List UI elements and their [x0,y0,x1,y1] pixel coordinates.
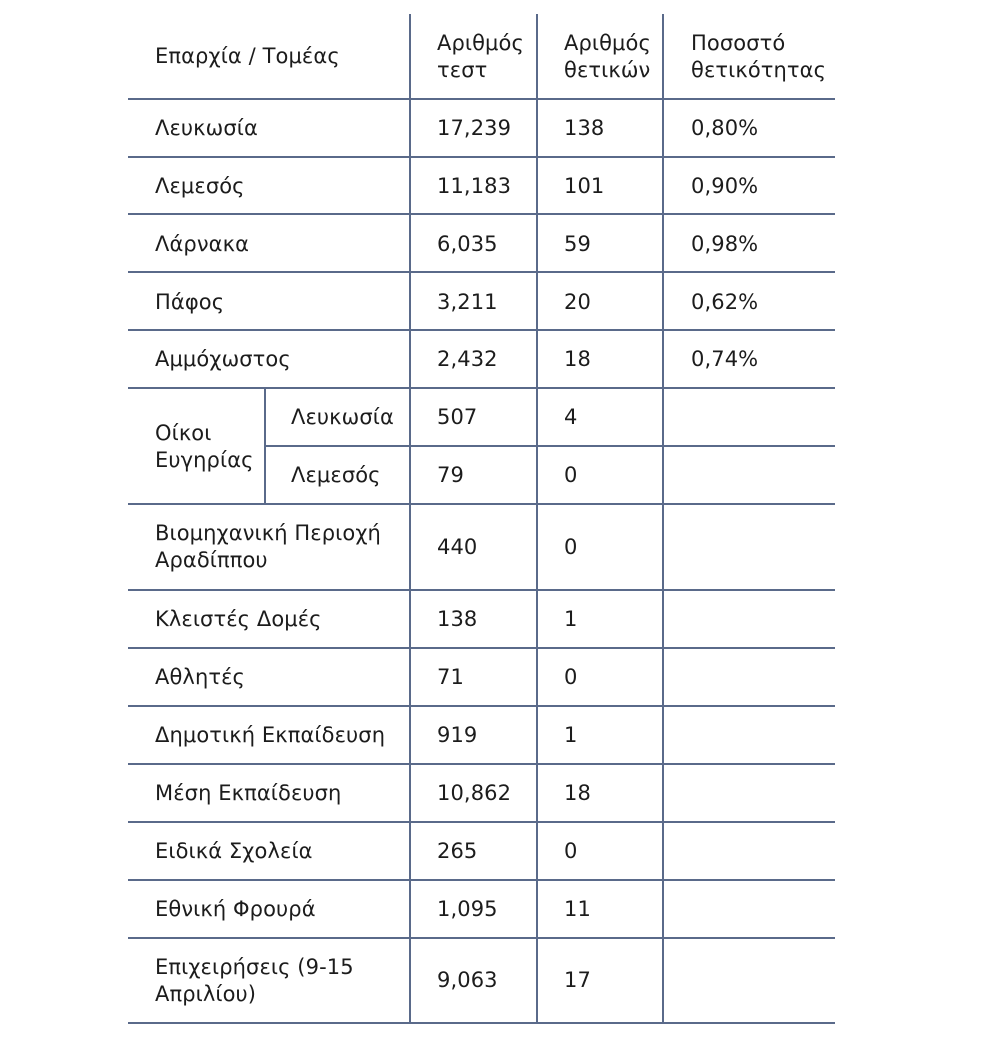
row-name: Αμμόχωστος [155,347,291,371]
care-row-name: Λευκωσία [291,405,394,429]
row-tests: 17,239 [437,116,512,140]
header-tests-line1: Αριθμός [437,31,524,55]
header-region: Επαρχία / Τομέας [155,44,340,68]
sector-tests: 10,862 [437,781,512,805]
rule-bottom [128,1022,835,1024]
care-row-positives: 4 [564,405,578,429]
industrial-name-line1: Βιομηχανική Περιοχή [155,521,381,545]
sector-tests: 138 [437,607,478,631]
row-tests: 2,432 [437,347,498,371]
header-rate-line1: Ποσοστό [691,31,786,55]
industrial-tests: 440 [437,535,478,559]
rule [128,763,835,765]
sector-positives: 18 [564,781,591,805]
header-tests-line2: τεστ [437,58,488,82]
row-rate: 0,62% [691,290,759,314]
row-name: Λευκωσία [155,116,258,140]
business-name-line1: Επιχειρήσεις (9-15 [155,955,354,979]
col-divider [662,14,664,1024]
industrial-positives: 0 [564,535,578,559]
row-positives: 18 [564,347,591,371]
care-row-positives: 0 [564,463,578,487]
sector-name: Ειδικά Σχολεία [155,839,313,863]
rule [128,329,835,331]
rule-header [128,98,835,100]
business-name-line2: Απριλίου) [155,982,257,1006]
rule [128,503,835,505]
row-rate: 0,98% [691,232,759,256]
rule [128,647,835,649]
header-rate-line2: θετικότητας [691,58,827,82]
col-divider [536,14,538,1024]
rule-care-split [264,445,835,447]
sector-name: Κλειστές Δομές [155,607,322,631]
row-positives: 101 [564,174,605,198]
business-tests: 9,063 [437,968,498,992]
rule [128,937,835,939]
care-homes-label-line2: Ευγηρίας [155,448,254,472]
row-rate: 0,80% [691,116,759,140]
sector-name: Δημοτική Εκπαίδευση [155,723,386,747]
sector-name: Εθνική Φρουρά [155,897,316,921]
care-homes-divider [264,387,266,505]
rule [128,879,835,881]
sector-tests: 265 [437,839,478,863]
sector-positives: 1 [564,723,578,747]
rule [128,589,835,591]
rule [128,387,835,389]
row-positives: 20 [564,290,591,314]
sector-positives: 0 [564,839,578,863]
sector-positives: 11 [564,897,591,921]
row-name: Πάφος [155,290,225,314]
row-tests: 3,211 [437,290,498,314]
row-tests: 6,035 [437,232,498,256]
rule [128,156,835,158]
sector-tests: 919 [437,723,478,747]
rule [128,213,835,215]
row-positives: 59 [564,232,591,256]
sector-positives: 0 [564,665,578,689]
row-name: Λεμεσός [155,174,245,198]
rule [128,271,835,273]
sector-name: Αθλητές [155,665,245,689]
row-name: Λάρνακα [155,232,250,256]
sector-tests: 1,095 [437,897,498,921]
row-rate: 0,74% [691,347,759,371]
business-positives: 17 [564,968,591,992]
industrial-name-line2: Αραδίππου [155,548,268,572]
care-homes-label-line1: Οίκοι [155,421,212,445]
rule [128,821,835,823]
row-positives: 138 [564,116,605,140]
care-row-tests: 79 [437,463,464,487]
care-row-tests: 507 [437,405,478,429]
sector-tests: 71 [437,665,464,689]
header-positives-line1: Αριθμός [564,31,651,55]
rule [128,705,835,707]
row-rate: 0,90% [691,174,759,198]
row-tests: 11,183 [437,174,512,198]
sector-name: Μέση Εκπαίδευση [155,781,342,805]
sector-positives: 1 [564,607,578,631]
header-positives-line2: θετικών [564,58,651,82]
care-row-name: Λεμεσός [291,463,381,487]
col-divider [409,14,411,1024]
